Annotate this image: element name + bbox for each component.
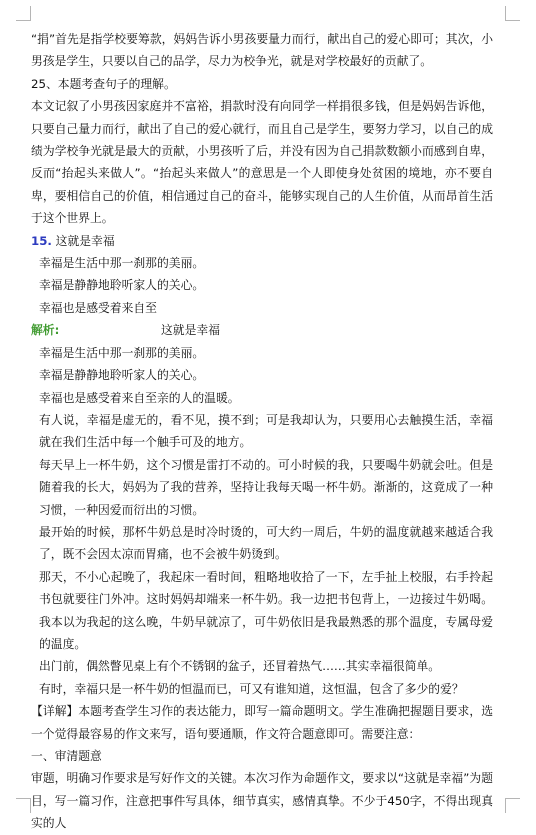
question-line-2: 幸福是静静地聆听家人的关心。 (39, 278, 205, 293)
question-15-title: 这就是幸福 (55, 233, 115, 248)
crop-mark-bottom-right (505, 798, 520, 813)
detail-explanation: 【详解】本题考查学生习作的表达能力，即写一篇命题明文。学生准确把握题目要求，选一个觉得最容易的作文来写，语句要通顺，作文符合题意即可。需要注意： (31, 704, 493, 741)
question-25-label: 25、本题考查句子的理解。 (31, 76, 176, 91)
review-paragraph: 审题，明确习作要求是写好作文的关键。本次习作为命题作文，要求以“这就是幸福”为题目，写一篇习作，注意把事件写具体，细节真实，感情真挚。不少于450字，不得出现真实的人 (31, 771, 493, 831)
essay-paragraph-3: 最开始的时候，那杯牛奶总是时冷时烫的，可大约一周后，牛奶的温度就越来越适合我了，既不会因太凉而胃痛，也不会被牛奶烫到。 (39, 524, 493, 562)
essay-intro-line-3: 幸福也是感受着来自至亲的人的温暖。 (39, 390, 240, 405)
paragraph-answer-25: 本文记叙了小男孩因家庭并不富裕，捐款时没有向同学一样捐很多钱，但是妈妈告诉他，只要自己量力而行，献出了自己的爱心就行，而且自己是学生，要努力学习，以自己的成绩为学校争光就是最大的贡献，小男孩听了后，并没有因为自己捐款数额小而感到自卑，反而“抬起头来做人”。“抬起头来做人”的意思是一个人即使身处贫困的境地，亦不要自卑，要相信自己的价值，相信通过自己的奋斗，能够实现自己的人生价值，从而昂首生活于这个世界上。 (31, 99, 493, 226)
essay-paragraph-2: 每天早上一杯牛奶，这个习惯是雷打不动的。可小时候的我，只要喝牛奶就会吐。但是随着我的长大，妈妈为了我的营养，坚持让我每天喝一杯牛奶。渐渐的，这竟成了一种习惯，一种因爱而衍出的习惯。 (39, 457, 493, 517)
essay-paragraph-4: 那天，不小心起晚了，我起床一看时间，粗略地收拾了一下，左手扯上校服，右手拎起书包就要往门外冲。这时妈妈却端来一杯牛奶。我一边把书包背上，一边接过牛奶喝。我本以为我起的这么晚，牛奶早就凉了，可牛奶依旧是我最熟悉的那个温度，专属母爱的温度。 (39, 569, 493, 651)
question-15-heading (31, 230, 493, 252)
section-heading-review: 一、审清题意 (31, 749, 102, 763)
essay-paragraph-5: 出门前，偶然瞥见桌上有个不锈钢的盆子，还冒着热气……其实幸福很简单。 (39, 659, 441, 674)
crop-mark-top-left (16, 6, 31, 21)
paragraph-answer-24-end: “捐”首先是指学校要筹款，妈妈告诉小男孩要量力而行，献出自己的爱心即可；其次，小男孩是学生，只要以自己的品学，尽力为校争光，就是对学校最好的贡献了。 (31, 32, 493, 69)
question-line-3: 幸福也是感受着来自至 (39, 300, 157, 315)
essay-intro-line-1: 幸福是生活中那一刹那的美丽。 (39, 345, 205, 360)
question-15-number: 15. (31, 233, 52, 248)
essay-paragraph-1: 有人说，幸福是虚无的，看不见，摸不到；可是我却认为，只要用心去触摸生活，幸福就在我们生活中每一个触手可及的地方。 (39, 412, 493, 450)
crop-mark-top-right (505, 6, 520, 21)
essay-title: 这就是幸福 (161, 323, 220, 338)
analysis-heading (31, 319, 493, 341)
analysis-label: 解析: (31, 323, 60, 338)
document-body (31, 28, 493, 835)
question-line-1: 幸福是生活中那一刹那的美丽。 (39, 256, 205, 271)
crop-mark-bottom-left (16, 798, 31, 813)
essay-intro-line-2: 幸福是静静地聆听家人的关心。 (39, 368, 205, 383)
essay-paragraph-6: 有时，幸福只是一杯牛奶的恒温而已，可又有谁知道，这恒温，包含了多少的爱？ (39, 681, 464, 696)
